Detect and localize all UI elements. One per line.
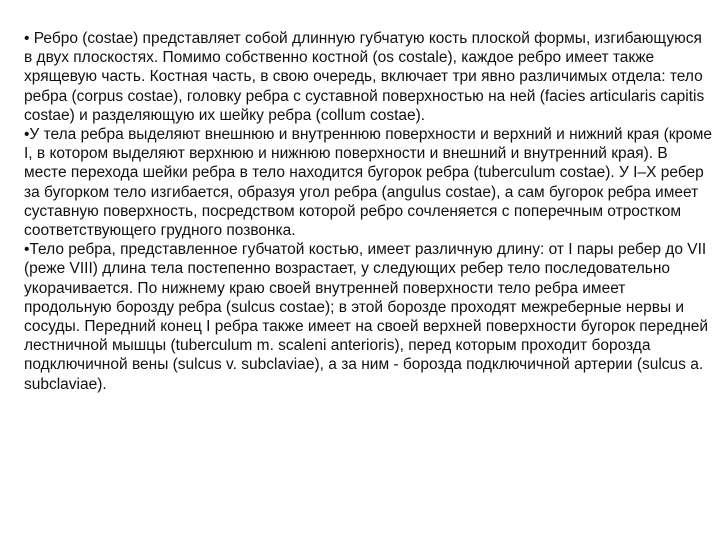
paragraph-3: •Тело ребра, представленное губчатой костью, имеет различную длину: от I пары ребер до VII (реже VIII) длина тела постепенно возрастает, у следующих ребер тело последовательно укорачивается. По нижнему краю своей внутренней поверхности тело ребра имеет продольную борозду ребра (sulcus costae); в этой борозде проходят межреберные нервы и сосуды. Передний конец I ребра также имеет на своей верхней поверхности бугорок передней лестничной мышцы (tuberculum m. scaleni anterioris), перед которым проходит борозда подключичной вены (sulcus v. subclaviae), а за ним - борозда подключичной артерии (sulcus a. subclaviae). bbox=[24, 241, 709, 393]
paragraph-1: • Ребро (costae) представляет собой длинную губчатую кость плоской формы, изгибающуюся в двух плоскостях. Помимо собственно костной (os costale), каждое ребро имеет также хрящевую часть. Костная часть, в свою очередь, включает три явно различимых отдела: тело ребра (corpus costae), головку ребра с суставной поверхностью на ней (facies articularis capitis costae) и разделяющую их шейку ребра (collum costae). bbox=[24, 30, 705, 124]
paragraph-2: •У тела ребра выделяют внешнюю и внутреннюю поверхности и верхний и нижний края (кроме I, в котором выделяют верхнюю и нижнюю поверхности и внешний и внутренний края). В месте перехода шейки ребра в тело находится бугорок ребра (tuberculum costae). У I–X ребер за бугорком тело изгибается, образуя угол ребра (angulus costae), а сам бугорок ребра имеет суставную поверхность, посредством которой ребро сочленяется с поперечным отростком соответствующего грудного позвонка. bbox=[24, 126, 713, 240]
text-body bbox=[24, 29, 714, 394]
